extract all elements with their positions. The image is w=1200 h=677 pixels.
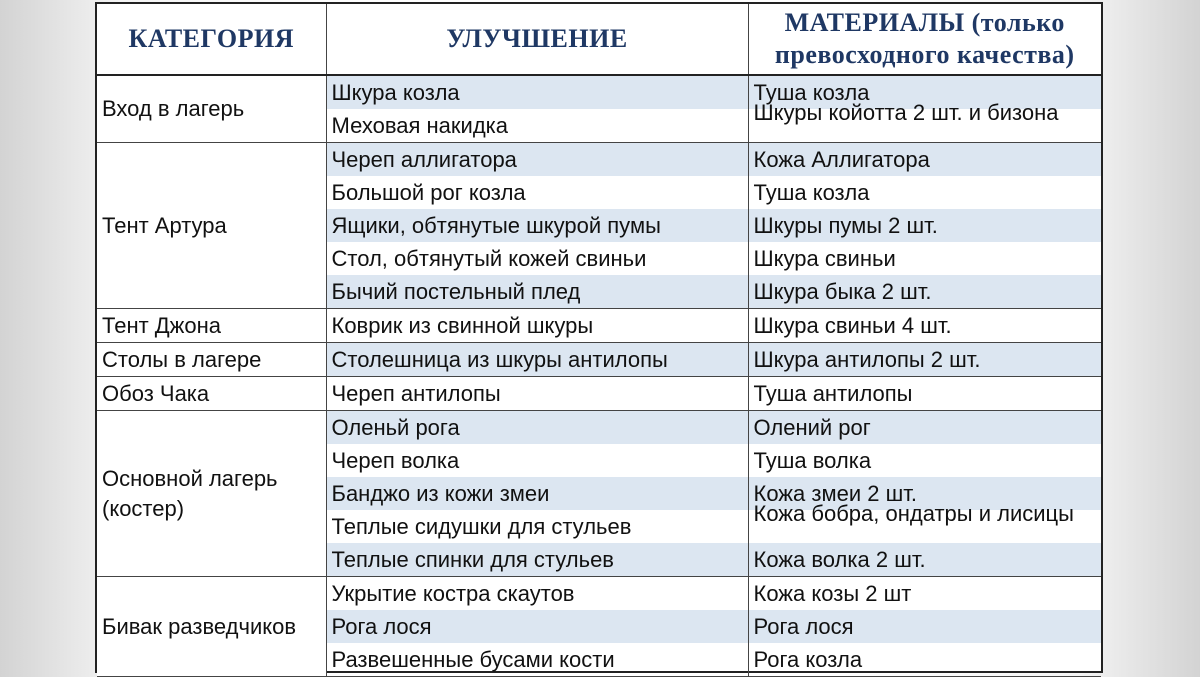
material-cell [748,501,1101,543]
material-cell: Кожа волка 2 шт. [748,543,1101,577]
header-materials: МАТЕРИАЛЫ (только превосходного качества) [748,4,1101,75]
upgrade-cell: Череп аллигатора [326,143,748,177]
upgrade-cell: Череп волка [326,444,748,477]
category-cell: Обоз Чака [97,377,326,411]
material-cell: Туша козла [748,75,1101,109]
category-cell: Бивак разведчиков [97,577,326,677]
upgrade-cell: Коврик из свинной шкуры [326,309,748,343]
upgrade-cell: Бычий постельный плед [326,275,748,309]
material-cell: Туша антилопы [748,377,1101,411]
upgrade-cell: Большой рог козла [326,176,748,209]
material-text: Кожа бобра, ондатры и лисицы [753,501,1074,526]
header-row [97,4,1101,75]
material-cell: Шкура антилопы 2 шт. [748,343,1101,377]
upgrade-cell: Оленьй рога [326,411,748,445]
material-cell: Кожа змеи 2 шт. [748,477,1101,510]
material-cell: Шкуры пумы 2 шт. [748,209,1101,242]
category-cell: Вход в лагерь [97,75,326,143]
upgrade-cell: Череп антилопы [326,377,748,411]
material-cell: Кожа Аллигатора [748,143,1101,177]
material-cell: Туша козла [753,179,870,205]
upgrade-cell: Банджо из кожи змеи [326,477,748,510]
table-row [97,343,1101,377]
material-cell [748,100,1101,143]
material-cell: Туша волка [753,447,872,473]
upgrade-cell: Развешенные бусами кости [326,643,748,677]
upgrade-cell: Рога лося [326,610,748,643]
upgrades-table [97,4,1101,677]
table-body [97,75,1101,677]
table-row [97,377,1101,411]
upgrade-cell: Шкура козла [326,75,748,109]
upgrade-cell: Теплые спинки для стульев [326,543,748,577]
category-cell: Тент Артура [97,143,326,309]
upgrade-cell: Теплые сидушки для стульев [326,510,748,543]
table-row [97,577,1101,611]
upgrade-cell: Столешница из шкуры антилопы [326,343,748,377]
material-text: Шкуры койотта 2 шт. и бизона [753,100,1059,125]
upgrade-cell: Ящики, обтянутые шкурой пумы [326,209,748,242]
upgrades-table-container [95,2,1103,673]
upgrade-cell: Меховая накидка [326,109,748,143]
category-cell: Тент Джона [97,309,326,343]
material-cell: Рога козла [748,643,1101,677]
material-cell: Рога лося [748,610,1101,643]
material-cell: Олений рог [748,411,1101,445]
header-category: КАТЕГОРИЯ [97,4,326,75]
upgrade-cell: Укрытие костра скаутов [326,577,748,611]
material-cell: Кожа козы 2 шт [753,580,912,606]
table-row [97,411,1101,445]
table-row [97,143,1101,177]
material-cell: Шкура быка 2 шт. [748,275,1101,309]
material-cell: Шкура свиньи [753,245,896,271]
material-cell: Шкура свиньи 4 шт. [748,309,1101,343]
category-cell: Основной лагерь (костер) [97,411,326,577]
category-cell: Столы в лагере [97,343,326,377]
upgrade-cell: Стол, обтянутый кожей свиньи [326,242,748,275]
table-row [97,309,1101,343]
header-upgrade: УЛУЧШЕНИЕ [326,4,748,75]
